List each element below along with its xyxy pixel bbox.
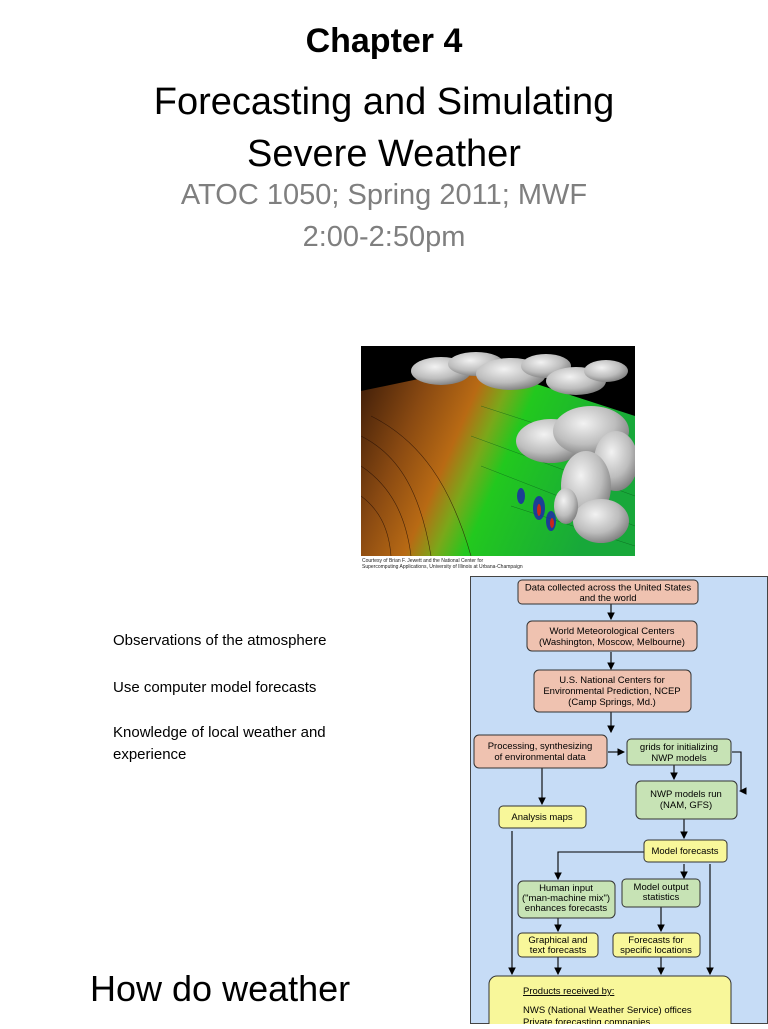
svg-text:statistics: statistics xyxy=(642,892,680,903)
subtitle-line-1: ATOC 1050; Spring 2011; MWF xyxy=(180,179,588,211)
node-specific-forecasts xyxy=(613,933,700,957)
node-graphical-forecasts xyxy=(518,933,598,957)
title-line-2: Severe Weather xyxy=(247,133,521,175)
svg-text:NWP models: NWP models xyxy=(651,753,707,764)
svg-text:grids for initializing: grids for initializing xyxy=(639,742,719,753)
svg-text:(NAM, GFS): (NAM, GFS) xyxy=(659,800,713,811)
image-credit xyxy=(362,558,523,570)
node-analysis-maps xyxy=(499,806,586,828)
bullet-local-knowledge: Knowledge of local weather and experience xyxy=(113,724,326,763)
svg-text:(Washington, Moscow, Melbourne: (Washington, Moscow, Melbourne) xyxy=(539,637,685,648)
svg-text:specific locations: specific locations xyxy=(620,945,692,956)
title-line-1: Forecasting and Simulating xyxy=(153,81,615,123)
svg-text:text forecasts: text forecasts xyxy=(529,945,587,956)
slide-title xyxy=(0,76,768,180)
svg-text:Model forecasts: Model forecasts xyxy=(651,846,719,857)
node-data-collected xyxy=(518,580,698,604)
svg-text:(Camp Springs, Md.): (Camp Springs, Md.) xyxy=(568,697,656,708)
forecast-flowchart xyxy=(470,576,768,1024)
image-credit-line-1: Courtesy of Brian F. Jewett and the National Center for xyxy=(362,558,484,564)
svg-text:Analysis maps: Analysis maps xyxy=(511,812,573,823)
node-model-output-statistics xyxy=(622,879,700,907)
svg-text:Graphical and: Graphical and xyxy=(528,935,588,946)
svg-text:of environmental data: of environmental data xyxy=(494,752,586,763)
slide-subtitle xyxy=(0,174,768,258)
node-grids xyxy=(627,739,731,765)
storm-simulation-image xyxy=(361,346,635,556)
node-world-meteorological-centers xyxy=(527,621,697,651)
svg-text:U.S. National Centers for: U.S. National Centers for xyxy=(559,675,665,686)
chapter-title: Chapter 4 xyxy=(305,22,463,60)
bottom-heading: How do weather xyxy=(90,968,351,1009)
node-model-forecasts xyxy=(644,840,727,862)
svg-text:and the world: and the world xyxy=(579,593,637,604)
svg-text:Products received by:: Products received by: xyxy=(523,986,615,997)
node-ncep xyxy=(534,670,691,712)
svg-text:Human input: Human input xyxy=(539,883,593,894)
svg-text:World Meteorological Centers: World Meteorological Centers xyxy=(549,626,675,637)
svg-text:Processing, synthesizing: Processing, synthesizing xyxy=(487,741,593,752)
bullet-observations: Observations of the atmosphere xyxy=(113,632,327,649)
svg-text:Model output: Model output xyxy=(633,882,689,893)
node-human-input xyxy=(518,881,615,918)
svg-text:Data collected across the Unit: Data collected across the United States xyxy=(524,582,692,594)
svg-text:NWP models run: NWP models run xyxy=(650,789,722,800)
subtitle-line-2: 2:00-2:50pm xyxy=(302,221,466,253)
svg-text:("man-machine mix"): ("man-machine mix") xyxy=(521,893,611,904)
svg-text:enhances forecasts: enhances forecasts xyxy=(524,903,608,914)
svg-text:Private forecasting companies: Private forecasting companies xyxy=(523,1017,651,1024)
node-products-received xyxy=(489,976,731,1024)
svg-text:NWS (National Weather Service): NWS (National Weather Service) offices xyxy=(523,1005,692,1016)
svg-text:Environmental Prediction, NCEP: Environmental Prediction, NCEP xyxy=(543,686,681,697)
node-processing xyxy=(474,735,607,768)
node-nwp-models-run xyxy=(636,781,737,819)
image-credit-line-2: Supercomputing Applications, University of Illinois at Urbana-Champaign xyxy=(362,564,523,570)
svg-text:Forecasts for: Forecasts for xyxy=(628,935,684,946)
bullet-model-forecasts: Use computer model forecasts xyxy=(113,679,317,696)
